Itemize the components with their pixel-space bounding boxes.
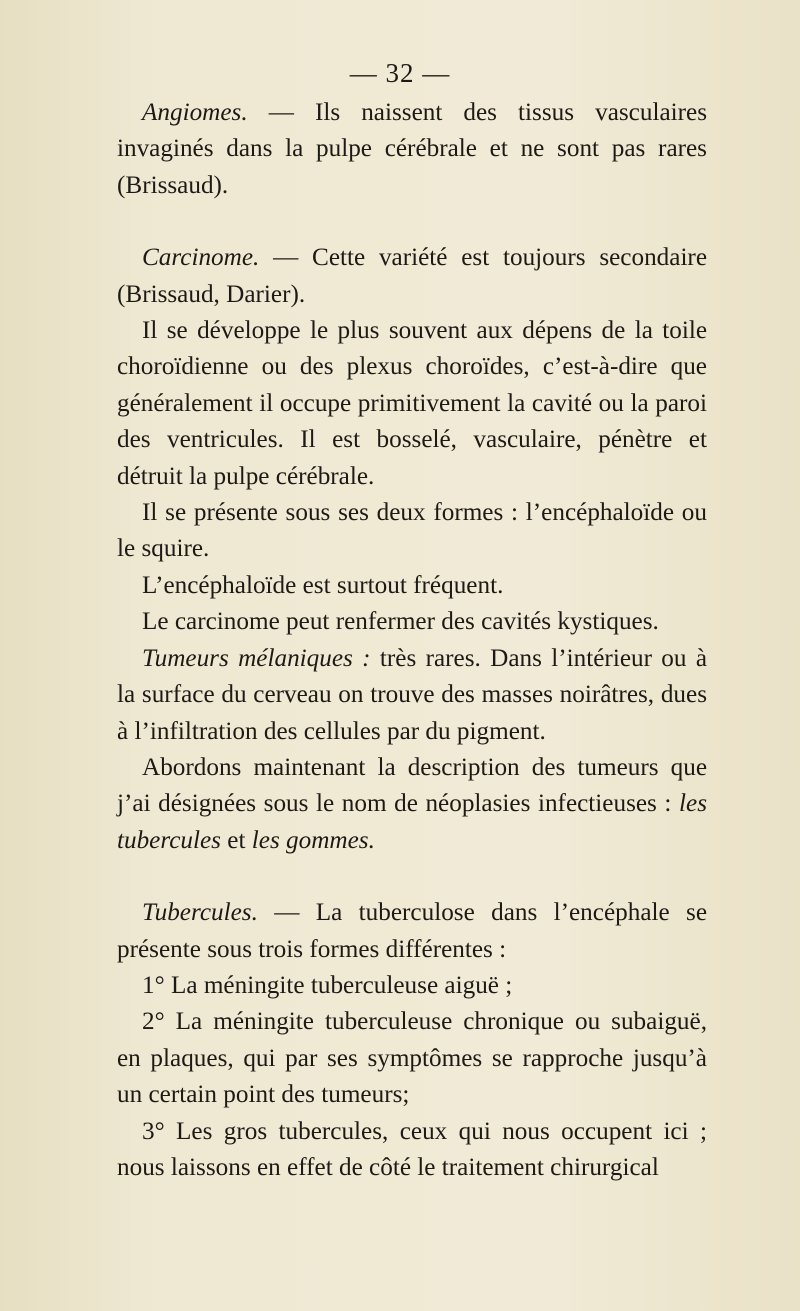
melaniques-label: Tumeurs mélaniques : (142, 644, 371, 672)
abordons-connector: et (227, 826, 246, 854)
melaniques-text: très rares. Dans l’intérieur ou à la surface du cerveau on trouve des masses noirâtres, dues à l’infiltration des cellules par du pigment. (117, 644, 708, 745)
abordons-text: Abordons maintenant la description des tumeurs que j’ai désignées sous le nom de néoplasies infectieuses : (117, 753, 707, 818)
list-item: 1° La méningite tuberculeuse aiguë ; (142, 971, 513, 999)
paragraph-cavites: Le carcinome peut renfermer des cavités kystiques. (142, 608, 659, 636)
paragraph-angiomes-text: — Ils naissent des tissus vasculaires invaginés dans la pulpe cérébrale et ne sont pas rares (Brissaud). (117, 99, 707, 199)
paragraph-carcinome-text: — Cette variété est toujours secondaire (Brissaud, Darier). (117, 244, 708, 308)
body-text (117, 95, 707, 1186)
list-item: 2° La méningite tuberculeuse chronique ou subaiguë, en plaques, qui par ses symptômes se rapproche jusqu’à un certain point des tumeurs; (117, 1008, 707, 1109)
abordons-gommes: les gommes. (251, 826, 375, 854)
section-heading-tubercules: Tubercules. (142, 899, 258, 927)
paragraph-melaniques (117, 641, 707, 750)
paragraph-formes: Il se présente sous ses deux formes : l’encéphaloïde ou le squire. (117, 499, 707, 563)
abordons-tubercules: les tubercules (117, 790, 707, 854)
page-number: — 32 — (349, 58, 451, 88)
paragraph-tubercules-text: — La tuberculose dans l’encéphale se présente sous trois formes différentes : (117, 899, 707, 963)
section-heading-angiomes: Angiomes. (142, 99, 248, 126)
list-item: 3° Les gros tubercules, ceux qui nous occupent ici ; nous laissons en effet de côté le traitement chirurgical (117, 1117, 707, 1181)
paragraph-angiomes (117, 95, 707, 204)
paragraph-encephaloide: L’encéphaloïde est surtout fréquent. (142, 571, 504, 599)
paragraph-tubercules (117, 895, 707, 968)
paragraph-developpement: Il se développe le plus souvent aux dépens de la toile choroïdienne ou des plexus choroïdes, c’est-à-dire que généralement il occupe primitivement la cavité ou la paroi des ventricules. Il est bosselé, vasculaire, pénètre et détruit la pulpe cérébrale. (117, 317, 707, 490)
paragraph-abordons (117, 750, 707, 859)
paragraph-carcinome (117, 240, 707, 313)
section-heading-carcinome: Carcinome. (142, 244, 260, 272)
